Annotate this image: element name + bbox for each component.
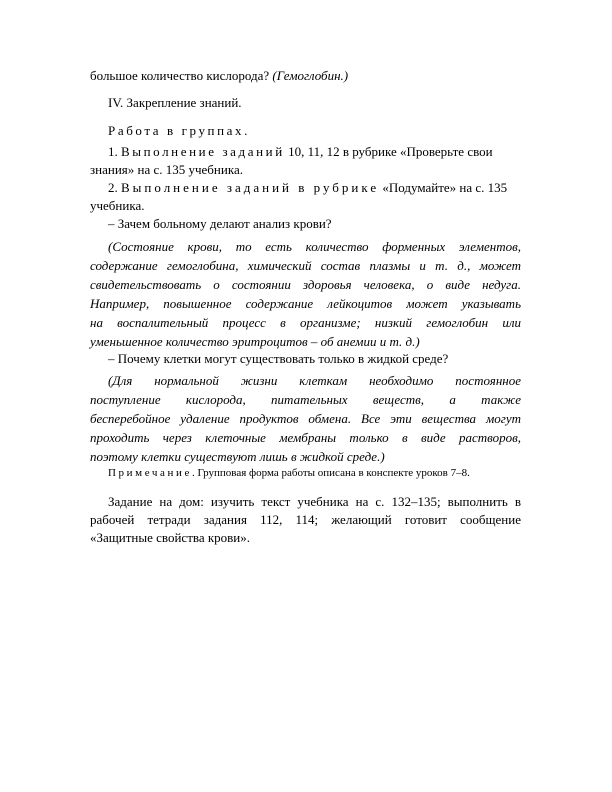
text-line bbox=[90, 69, 348, 82]
task-1-line bbox=[108, 145, 493, 158]
text-line: учебника. bbox=[90, 198, 145, 213]
task-label: Выполнение заданий в рубрике bbox=[121, 180, 380, 195]
note-text: . Групповая форма работы описана в конспекте уроков 7–8. bbox=[191, 467, 470, 479]
homework-line: рабочей тетради задания 112, 114; желающий готовит сообщение bbox=[90, 512, 521, 527]
answer-line: поступление кислорода, питательных веществ, а также bbox=[90, 392, 521, 407]
answer-line: содержание гемоглобина, химический состав плазмы и т. д., может bbox=[90, 258, 521, 273]
note-label: Примечание bbox=[108, 467, 192, 479]
task-number: 2. bbox=[108, 180, 121, 195]
answer-line: проходить через клеточные мембраны только в виде растворов, bbox=[90, 430, 521, 445]
task-text: «Подумайте» на с. 135 bbox=[379, 180, 508, 195]
answer-line: бесперебойное удаление продуктов обмена. Все эти вещества могут bbox=[90, 411, 521, 426]
answer-text: (Гемоглобин.) bbox=[272, 68, 349, 83]
homework-line: «Защитные свойства крови». bbox=[90, 530, 251, 545]
task-text: 10, 11, 12 в рубрике «Проверьте свои bbox=[284, 144, 493, 159]
text-line: знания» на с. 135 учебника. bbox=[90, 162, 243, 177]
answer-line: уменьшенное количество эритроцитов – об анемии и т. д.) bbox=[90, 334, 420, 349]
answer-line: Например, повышенное содержание лейкоцитов может указывать bbox=[90, 296, 521, 311]
note-line bbox=[108, 468, 470, 479]
task-2-line bbox=[108, 181, 507, 194]
task-number: 1. bbox=[108, 144, 121, 159]
answer-line: свидетельствовать о состоянии здоровья человека, о виде недуга. bbox=[90, 277, 521, 292]
question-line: – Почему клетки могут существовать только в жидкой среде? bbox=[108, 351, 449, 366]
task-label: Выполнение заданий bbox=[121, 144, 285, 159]
question-line: – Зачем больному делают анализ крови? bbox=[108, 216, 332, 231]
question-text: большое количество кислорода? bbox=[90, 68, 273, 83]
answer-line: на воспалительный процесс в организме; низкий гемоглобин или bbox=[90, 315, 521, 330]
answer-line: поэтому клетки существуют лишь в жидкой среде.) bbox=[90, 449, 385, 464]
subheading-group-work: Работа в группах. bbox=[108, 123, 250, 138]
section-heading: IV. Закрепление знаний. bbox=[108, 95, 242, 110]
answer-line: (Для нормальной жизни клеткам необходимо постоянное bbox=[108, 373, 521, 388]
answer-line: (Состояние крови, то есть количество форменных элементов, bbox=[108, 239, 521, 254]
homework-line: Задание на дом: изучить текст учебника на с. 132–135; выполнить в bbox=[108, 494, 521, 509]
